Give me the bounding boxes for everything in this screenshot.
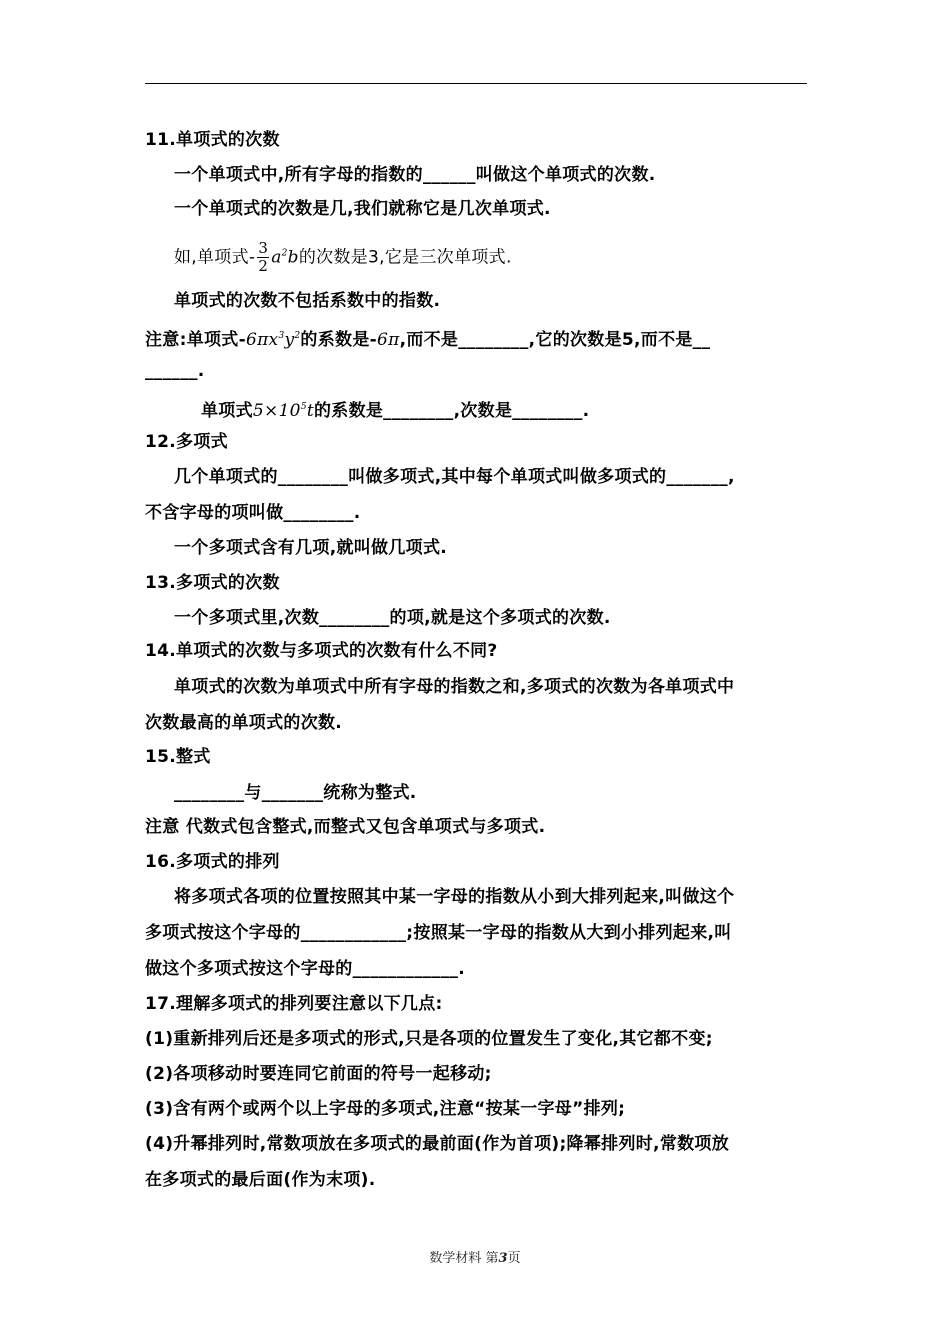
footer-page-suffix: 页 (507, 1251, 521, 1266)
s11-paragraph-3: 单项式的次数不包括系数中的指数. (174, 291, 441, 311)
math-term: t (306, 401, 314, 421)
s12-paragraph-2: 一个多项式含有几项,就叫做几项式. (174, 538, 448, 558)
s13-paragraph-1: 一个多项式里,次数________的项,就是这个多项式的次数. (174, 608, 611, 628)
section-17-title: 17.理解多项式的排列要注意以下几点: (145, 994, 443, 1014)
math-var-a: a (271, 247, 282, 268)
s14-paragraph-1: 单项式的次数为单项式中所有字母的指数之和,多项式的次数为各单项式中 (174, 677, 735, 697)
s15-paragraph-1: ________与_______统称为整式. (174, 783, 417, 803)
s11-example-prefix: 如,单项式- (174, 247, 256, 268)
page-footer (0, 1247, 950, 1266)
s11-example-2-suffix: 的系数是________,次数是________. (313, 401, 590, 421)
math-term: 5×10 (252, 401, 301, 421)
math-var-b: b (287, 247, 299, 268)
fraction-denominator: 2 (258, 257, 269, 275)
math-exponent: 2 (294, 331, 301, 341)
math-exponent: 5 (300, 402, 307, 412)
section-12-title: 12.多项式 (145, 432, 228, 452)
section-14-title: 14.单项式的次数与多项式的次数有什么不同? (145, 641, 498, 661)
section-13-title: 13.多项式的次数 (145, 573, 280, 593)
math-term: 6π (376, 330, 400, 350)
s11-example (174, 240, 512, 275)
s11-note-continuation: ______. (145, 361, 205, 381)
fraction-numerator: 3 (258, 239, 269, 257)
section-11-title: 11.单项式的次数 (145, 130, 280, 150)
s14-paragraph-1-cont: 次数最高的单项式的次数. (145, 713, 343, 733)
s17-item-4: (4)升幂排列时,常数项放在多项式的最前面(作为首项);降幂排列时,常数项放 (145, 1134, 730, 1154)
s11-note-prefix: 注意:单项式- (145, 330, 246, 350)
s11-example-suffix: 的次数是3,它是三次单项式. (298, 247, 512, 268)
section-15-title: 15.整式 (145, 747, 211, 767)
s17-item-1: (1)重新排列后还是多项式的形式,只是各项的位置发生了变化,其它都不变; (145, 1029, 713, 1049)
s11-note-suffix: ,而不是________,它的次数是5,而不是__ (399, 330, 711, 350)
footer-page-prefix: 第 (485, 1251, 499, 1266)
s11-note (145, 325, 710, 351)
s11-paragraph-2: 一个单项式的次数是几,我们就称它是几次单项式. (174, 199, 551, 219)
header-rule (145, 83, 807, 84)
fraction (257, 240, 269, 275)
page-number: 3 (498, 1251, 508, 1266)
s17-item-4-cont: 在多项式的最后面(作为末项). (145, 1170, 376, 1190)
s17-item-2: (2)各项移动时要连同它前面的符号一起移动; (145, 1064, 492, 1084)
s11-example-2-prefix: 单项式 (201, 401, 253, 421)
s16-paragraph-1-cont2: 做这个多项式按这个字母的____________. (145, 959, 465, 979)
math-term: y (284, 330, 295, 350)
math-exponent: 3 (278, 331, 285, 341)
s16-paragraph-1: 将多项式各项的位置按照其中某一字母的指数从小到大排列起来,叫做这个 (174, 887, 735, 907)
section-16-title: 16.多项式的排列 (145, 852, 280, 872)
s11-paragraph-1: 一个单项式中,所有字母的指数的______叫做这个单项式的次数. (174, 165, 656, 185)
s12-paragraph-1: 几个单项式的________叫做多项式,其中每个单项式叫做多项式的_______, (174, 467, 735, 487)
s11-example-2 (201, 396, 589, 422)
s12-paragraph-1-cont: 不含字母的项叫做________. (145, 503, 361, 523)
math-exponent: 2 (281, 248, 288, 259)
s15-note: 注意 代数式包含整式,而整式又包含单项式与多项式. (145, 817, 546, 837)
math-term: 6πx (245, 330, 279, 350)
s17-item-3: (3)含有两个或两个以上字母的多项式,注意“按某一字母”排列; (145, 1099, 626, 1119)
footer-label: 数学材料 (429, 1251, 482, 1266)
s16-paragraph-1-cont: 多项式按这个字母的____________;按照某一字母的指数从大到小排列起来,叫 (145, 923, 732, 943)
s11-note-middle: 的系数是- (300, 330, 377, 350)
